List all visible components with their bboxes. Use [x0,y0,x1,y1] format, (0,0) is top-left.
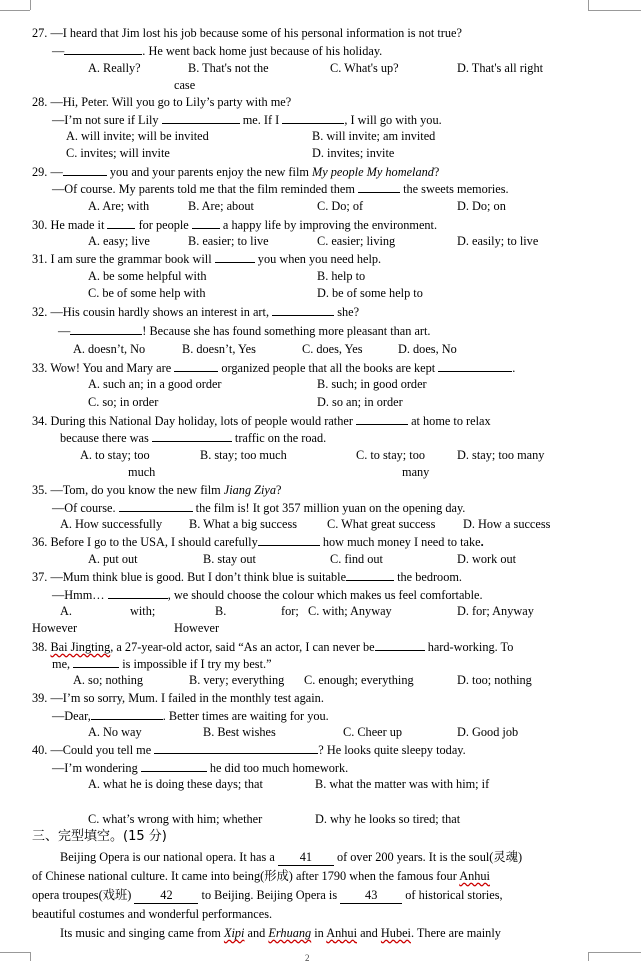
q27-option-a: A. Really? [88,61,141,75]
q35-blank [119,500,193,512]
q34-stem-b: at home to relax [411,414,491,428]
q33-option-d: D. so an; in order [317,395,403,409]
passage-5e: in [314,926,324,940]
section3-passage-line-4: beautiful costumes and wonderful performances. [32,907,273,921]
q34-option-c-cont: many [402,465,430,479]
q28-reply-c: , I will go with you. [344,113,442,127]
q29-reply-a: —Of course. My parents told me that the film reminded them [52,182,355,196]
section3-passage-line-2 [32,869,490,884]
q31-option-d: D. be of some help to [317,286,423,300]
q37-blank-2 [108,587,168,599]
q29-reply [52,181,509,197]
q29-option-b: B. Are; about [188,199,254,213]
q37-option-a-cont: However [32,621,78,635]
q37-stem [32,569,462,585]
q35-option-d: D. How a success [463,517,551,531]
q37-reply-a: —Hmm… [52,588,105,602]
q30-option-a: A. easy; live [88,234,150,248]
q39-stem: 39. —I’m so sorry, Mum. I failed in the monthly test again. [32,691,324,705]
q29-blank-1 [63,164,107,176]
passage-3a: opera troupes(戏班) [32,888,132,902]
q28-option-c: C. invites; will invite [66,146,170,160]
q39-reply [52,708,329,724]
q36-option-a: A. put out [88,552,138,566]
q32-reply-text: ! Because she has found something more pleasant than art. [142,324,431,338]
q37-option-c: C. with; Anyway [308,604,392,618]
q36-option-d: D. work out [457,552,517,566]
passage-5c: and [247,926,266,940]
q38-stem-d: me, [52,657,71,671]
q30-blank-2 [192,217,220,229]
cloze-blank-41: 41 [278,850,334,866]
q39-option-b: B. Best wishes [203,725,276,739]
q31-blank [215,251,255,263]
q40-option-a: A. what he is doing these days; that [88,777,263,791]
q29-qmark: ? [433,165,440,179]
q36-stem [32,534,484,550]
q32-blank-1 [272,304,334,316]
crop-mark-top-left-v [30,0,31,10]
q40-option-d: D. why he looks so tired; that [315,812,461,826]
q28-option-d: D. invites; invite [312,146,395,160]
q36-period: . [480,535,484,549]
q30-option-c: C. easier; living [317,234,396,248]
q31-option-c: C. be of some help with [88,286,206,300]
q27-option-b: B. That's not the [188,61,269,75]
q37-option-d: D. for; Anyway [457,604,534,618]
q33-blank-2 [438,360,512,372]
q34-option-a: A. to stay; too [80,448,150,462]
q35-stem [32,483,282,498]
q33-stem [32,360,515,376]
q32-option-c: C. does, Yes [302,342,363,356]
q30-blank-1 [107,217,135,229]
q35-film-title: Jiang Ziya [223,483,277,497]
q32-reply [58,323,431,339]
q34-option-c: C. to stay; too [356,448,426,462]
q28-reply-a: —I’m not sure if Lily [52,113,159,127]
passage-xipi: Xipi [223,926,245,940]
q38-blank-1 [375,639,425,651]
q40-reply-b: he did too much homework. [209,761,349,775]
passage-5i: . There are mainly [410,926,501,940]
section3-passage-line-3 [32,888,503,904]
passage-5g: and [360,926,378,940]
q33-option-b: B. such; in good order [317,377,427,391]
q37-stem-a: 37. —Mum think blue is good. But I don’t think blue is suitable [32,570,347,584]
q35-stem-a: 35. —Tom, do you know the new film [32,483,221,497]
q34-blank-2 [152,430,232,442]
q39-option-c: C. Cheer up [343,725,403,739]
q32-reply-dash: — [58,324,71,338]
q28-option-b: B. will invite; am invited [312,129,436,143]
q29-reply-b: the sweets memories. [403,182,509,196]
section3-passage-line-1 [60,850,522,866]
q35-reply-b: the film is! It got 357 million yuan on the opening day. [195,501,466,515]
q35-qmark: ? [276,483,282,497]
passage-1a: Beijing Opera is our national opera. It has a [60,850,275,864]
q32-stem-a: 32. —His cousin hardly shows an interest in art, [32,305,270,319]
q29-num: 29. — [32,165,63,179]
q33-option-a: A. such an; in a good order [88,377,222,391]
q36-stem-b: how much money I need to take [322,535,481,549]
q34-blank-1 [356,413,408,425]
page-number: 2 [305,953,310,963]
crop-mark-bottom-left-v [30,952,31,961]
q28-stem: 28. —Hi, Peter. Will you go to Lily’s party with me? [32,95,292,109]
q35-reply-a: —Of course. [52,501,116,515]
q28-option-a: A. will invite; will be invited [66,129,209,143]
q29-option-d: D. Do; on [457,199,506,213]
q30-stem-a: 30. He made it [32,218,105,232]
q27-option-b-cont: case [174,78,196,92]
q40-stem-a: 40. —Could you tell me [32,743,152,757]
q28-blank-2 [282,112,344,124]
q34-option-d: D. stay; too many [457,448,545,462]
q37-reply-b: , we should choose the colour which makes us feel comfortable. [167,588,483,602]
q33-option-c: C. so; in order [88,395,159,409]
passage-3b: to Beijing. Beijing Opera is [201,888,338,902]
passage-hubei: Hubei [380,926,411,940]
q38-option-b: B. very; everything [189,673,285,687]
q40-stem [32,742,466,758]
q38-option-d: D. too; nothing [457,673,532,687]
q29-film-title: My people My homeland [312,165,434,179]
q28-blank-1 [162,112,240,124]
q31-option-b: B. help to [317,269,366,283]
q38-name: Bai Jingting [50,640,111,654]
q27-stem: 27. —I heard that Jim lost his job because some of his personal information is not true? [32,26,462,40]
q27-reply [52,43,382,59]
q39-reply-a: —Dear, [52,709,91,723]
q38-option-a: A. so; nothing [73,673,144,687]
crop-mark-bottom-right-v [588,952,589,961]
q33-stem-a: 33. Wow! You and Mary are [32,361,172,375]
q37-stem-b: the bedroom. [397,570,462,584]
q37-blank-1 [346,569,394,581]
passage-3c: of historical stories, [405,888,503,902]
q37-option-b-word: for; [281,604,299,618]
section3-title: 三、完型填空。(15 分) [32,829,167,844]
q34-stem [32,413,491,429]
q35-option-a: A. How successfully [60,517,163,531]
q37-option-b-cont: However [174,621,220,635]
q31-option-a: A. be some helpful with [88,269,207,283]
q28-reply [52,112,442,128]
crop-mark-top-right-v [588,0,589,10]
q37-option-b: B. [215,604,227,618]
crop-mark-top-right [588,10,641,11]
q34-option-a-cont: much [128,465,156,479]
q34-stem-d: traffic on the road. [234,431,327,445]
q38-option-c: C. enough; everything [304,673,414,687]
q35-option-c: C. What great success [327,517,436,531]
q38-stem-cont [52,656,272,672]
q30-option-b: B. easier; to live [188,234,269,248]
q31-stem-a: 31. I am sure the grammar book will [32,252,212,266]
q32-option-b: B. doesn’t, Yes [182,342,256,356]
q40-reply-a: —I’m wondering [52,761,138,775]
q33-blank-1 [174,360,218,372]
cloze-blank-43: 43 [340,888,402,904]
q27-reply-dash: — [52,44,65,58]
q38-stem-e: is impossible if I try my best.” [122,657,272,671]
q34-stem-c: because there was [60,431,149,445]
passage-1b: of over 200 years. It is the soul(灵魂) [336,850,523,864]
q33-stem-b: organized people that all the books are kept [221,361,436,375]
passage-2a: of Chinese national culture. It came into being(形成) after 1790 when the famous four [32,869,457,883]
q32-option-a: A. doesn’t, No [73,342,146,356]
q36-stem-a: 36. Before I go to the USA, I should carefully [32,535,258,549]
q31-stem-b: you when you need help. [257,252,382,266]
crop-mark-bottom-right [588,952,641,953]
q34-option-b: B. stay; too much [200,448,287,462]
q27-reply-text: . He went back home just because of his holiday. [142,44,383,58]
q30-stem-c: a happy life by improving the environment. [222,218,438,232]
q39-blank [91,708,163,720]
q40-option-c: C. what’s wrong with him; whether [88,812,263,826]
q39-option-a: A. No way [88,725,142,739]
passage-anhui-1: Anhui [459,869,490,883]
q29-stem [32,164,439,180]
q37-option-a-word: with; [130,604,156,618]
q40-blank-2 [141,760,207,772]
q36-blank [258,534,320,546]
q32-stem-b: she? [337,305,360,319]
q36-option-b: B. stay out [203,552,256,566]
q39-option-d: D. Good job [457,725,519,739]
cloze-blank-42: 42 [134,888,198,904]
q40-stem-b: ? He looks quite sleepy today. [318,743,466,757]
crop-mark-bottom-left [0,952,30,953]
q38-stem-b: , a 27-year-old actor, said “As an actor, I can never be [110,640,375,654]
q35-option-b: B. What a big success [189,517,298,531]
q27-blank [64,43,142,55]
q38-blank-2 [73,656,119,668]
q34-stem-cont [60,430,326,446]
q38-num: 38. [32,640,48,654]
q40-blank-1 [154,742,318,754]
q30-option-d: D. easily; to live [457,234,539,248]
q39-reply-b: . Better times are waiting for you. [162,709,329,723]
q27-option-d: D. That's all right [457,61,544,75]
q29-option-a: A. Are; with [88,199,150,213]
q38-stem-c: hard-working. To [427,640,514,654]
passage-anhui-2: Anhui [326,926,357,940]
q40-reply [52,760,348,776]
q29-option-c: C. Do; of [317,199,364,213]
q36-option-c: C. find out [330,552,383,566]
passage-5a: Its music and singing came from [60,926,221,940]
q37-option-a: A. [60,604,72,618]
q32-stem [32,304,359,320]
passage-erhuang: Erhuang [268,926,312,940]
q30-stem [32,217,437,233]
q28-reply-b: me. If I [242,113,280,127]
q33-stem-c: . [512,361,516,375]
q40-option-b: B. what the matter was with him; if [315,777,490,791]
q27-option-c: C. What's up? [330,61,399,75]
q32-blank-2 [70,323,142,335]
q29-stem-b: you and your parents enjoy the new film [109,165,309,179]
q37-reply [52,587,483,603]
q30-stem-b: for people [138,218,189,232]
q34-stem-a: 34. During this National Day holiday, lots of people would rather [32,414,353,428]
q38-stem [32,639,513,655]
q32-option-d: D. does, No [398,342,457,356]
crop-mark-top-left [0,10,30,11]
q35-reply [52,500,465,516]
q29-blank-2 [358,181,400,193]
q31-stem [32,251,381,267]
section3-passage-line-5 [60,926,501,941]
